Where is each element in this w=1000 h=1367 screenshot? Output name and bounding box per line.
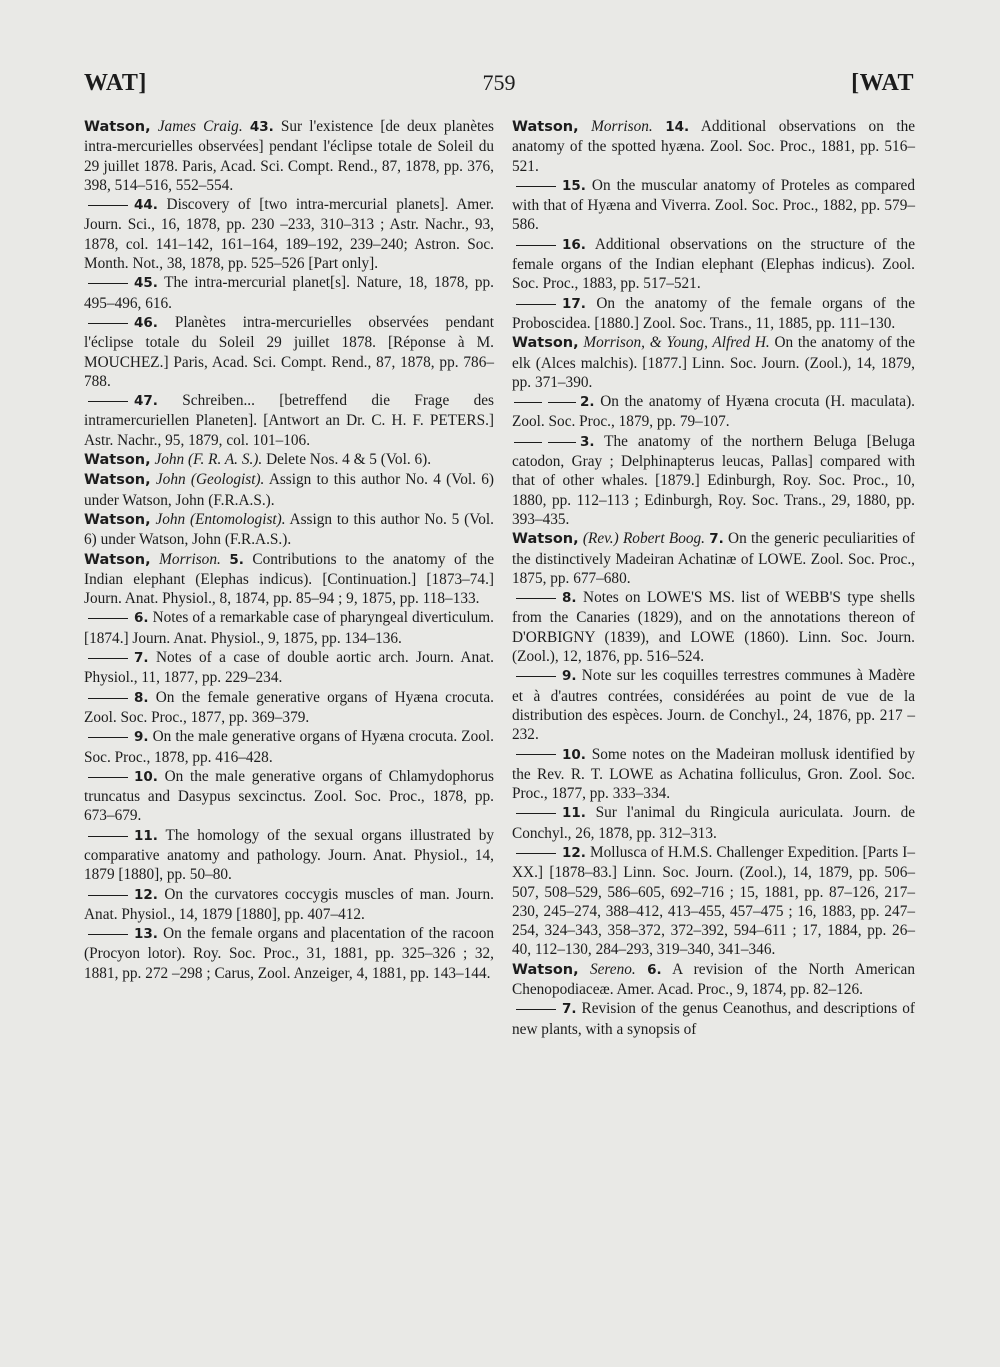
ditto-dash <box>516 1009 556 1010</box>
ditto-dash <box>88 205 128 206</box>
bibliography-entry <box>512 960 915 1000</box>
bibliography-entry <box>84 885 494 925</box>
entry-text: A revision of the North American Chenopodiaceæ. Amer. Acad. Proc., 9, 1874, pp. 82–126. <box>512 960 915 999</box>
ditto-dash <box>548 442 576 443</box>
entry-number: 13. <box>134 926 158 943</box>
entry-number: 10. <box>562 746 586 763</box>
author-given-name: Morrison, & Young, Alfred H. <box>583 334 770 352</box>
bibliography-entry <box>512 117 915 176</box>
ditto-dash <box>516 186 556 187</box>
author-given-name: John (Geologist). <box>155 471 265 489</box>
entry-number: 6. <box>134 610 149 627</box>
entry-text: Schreiben... [betreffend die Frage des intramercuriellen Planeten]. [Antwort an Dr. C. H. F. PETERS.] Astr. Nachr., 95, 1879, col. 101–106. <box>84 392 494 449</box>
ditto-dash <box>88 777 128 778</box>
entry-text: The homology of the sexual organs illustrated by comparative anatomy and pathology. Journ. Anat. Physiol., 14, 1879 [1880], pp. 50–80. <box>84 826 494 884</box>
ditto-dash <box>516 304 556 305</box>
ditto-dash <box>516 676 556 677</box>
entry-text: On the female generative organs of Hyæna crocuta. Zool. Soc. Proc., 1877, pp. 369–379. <box>84 688 494 726</box>
ditto-dash <box>516 853 556 854</box>
page-number: 759 <box>482 70 516 95</box>
entry-number: 6. <box>647 961 662 978</box>
entry-text: Contributions to the anatomy of the Indian elephant (Elephas indicus). [Continuation.] [1873–74.] Journ. Anat. Physiol., 8, 1874, pp. 85–94 ; 9, 1875, pp. 118–133. <box>84 550 494 608</box>
author-surname: Watson, <box>84 452 151 469</box>
entry-text: Revision of the genus Ceanothus, and descriptions of new plants, with a synopsis of <box>512 1000 916 1038</box>
ditto-dash <box>88 618 128 619</box>
bibliography-entry <box>84 273 494 313</box>
ditto-dash <box>88 895 128 896</box>
ditto-dash <box>548 402 576 403</box>
bibliography-entry <box>512 803 915 843</box>
bibliography-entry <box>84 924 494 983</box>
entry-number: 12. <box>134 886 158 903</box>
ditto-dash <box>88 698 128 699</box>
entry-number: 15. <box>562 177 586 194</box>
entry-number: 12. <box>562 844 586 861</box>
entry-text: The intra-mercurial planet[s]. Nature, 18, 1878, pp. 495–496, 616. <box>84 274 494 312</box>
author-given-name: John (Entomologist). <box>155 510 286 528</box>
entry-number: 11. <box>134 827 158 844</box>
bibliography-entry <box>84 826 494 885</box>
ditto-dash <box>88 934 128 935</box>
author-surname: Watson, <box>84 511 151 528</box>
entry-number: 8. <box>562 590 577 607</box>
entry-number: 17. <box>562 295 586 312</box>
author-given-name: (Rev.) Robert Boog. <box>582 530 705 548</box>
entry-text: Sur l'animal du Ringicula auriculata. Journ. de Conchyl., 26, 1878, pp. 312–313. <box>512 804 916 842</box>
author-surname: Watson, <box>512 961 579 978</box>
entry-number: 2. <box>580 394 595 411</box>
author-given-name: Morrison. <box>159 550 221 568</box>
entry-number: 7. <box>562 1001 577 1018</box>
running-head-right: [WAT <box>851 70 914 96</box>
entry-number: 43. <box>249 119 274 135</box>
bibliography-entry <box>84 608 494 648</box>
bibliography-entry <box>512 588 915 666</box>
entry-number: 14. <box>665 119 690 135</box>
bibliography-entry <box>512 235 915 294</box>
bibliography-entry <box>84 510 494 550</box>
ditto-dash <box>514 442 542 443</box>
bibliography-entry <box>512 176 915 235</box>
ditto-dash <box>88 323 128 324</box>
author-surname: Watson, <box>512 335 579 352</box>
bibliography-entry <box>84 195 494 273</box>
bibliography-entry <box>512 843 915 960</box>
entry-text: Planètes intra-mercurielles observées pendant l'éclipse totale du Soleil 29 juillet 1878. [Réponse à M. MOUCHEZ.] Paris, Acad. Sci. Compt. Rend., 87, 1878, pp. 786–788. <box>84 313 494 390</box>
bibliography-entry <box>84 648 494 688</box>
ditto-dash <box>516 598 556 599</box>
entry-text: Additional observations on the structure of the female organs of the Indian elephant (Elephas indicus). Zool. Soc. Proc., 1883, pp. 517–521. <box>512 235 915 293</box>
ditto-dash <box>514 402 542 403</box>
entry-number: 7. <box>709 531 724 548</box>
entry-text: On the female organs and placentation of the racoon (Procyon lotor). Roy. Soc. Proc., 31, 1881, pp. 325–326 ; 32, 1881, pp. 272 –298 ; Carus, Zool. Anzeiger, 4, 1881, pp. 143–144. <box>84 925 494 982</box>
bibliography-entry <box>84 117 494 195</box>
entry-number: 7. <box>134 650 149 667</box>
bibliography-entry <box>84 391 494 450</box>
author-given-name: Sereno. <box>589 960 636 978</box>
entry-text: Assign to this author No. 5 (Vol. 6) under Watson, John (F.R.A.S.). <box>84 510 494 549</box>
entry-number: 5. <box>229 551 244 568</box>
bibliography-entry <box>512 333 915 392</box>
author-surname: Watson, <box>84 119 151 135</box>
ditto-dash <box>88 836 128 837</box>
author-given-name: Morrison. <box>591 118 653 135</box>
entry-text: Delete Nos. 4 & 5 (Vol. 6). <box>266 451 432 469</box>
ditto-dash <box>516 245 556 246</box>
bibliography-entry <box>512 666 915 744</box>
entry-text: On the curvatores coccygis muscles of man. Journ. Anat. Physiol., 14, 1879 [1880], pp. 407–412. <box>84 885 494 923</box>
ditto-dash <box>88 283 128 284</box>
bibliography-entry <box>84 727 494 767</box>
author-given-name: James Craig. <box>157 118 243 135</box>
right-column <box>512 117 915 1039</box>
bibliography-entry <box>84 550 494 609</box>
entry-number: 16. <box>562 236 586 253</box>
entry-number: 44. <box>134 197 158 214</box>
entry-number: 9. <box>134 729 149 746</box>
ditto-dash <box>88 658 128 659</box>
entry-text: Notes on LOWE'S MS. list of WEBB'S type shells from the Canaries (1829), and on the annotations thereon of D'ORBIGNY (1839), and LOWE (1860). Linn. Soc. Journ. (Zool.), 12, 1876, pp. 516–524. <box>512 589 915 666</box>
entry-text: Sur l'existence [de deux planètes intra-mercurielles observées] pendant l'éclipse totale de Soleil du 29 juillet 1878. Paris, Acad. Sci. Compt. Rend., 87, 1878, pp. 376, 398, 514–516, 552–554. <box>84 118 494 194</box>
author-surname: Watson, <box>512 531 579 548</box>
ditto-dash <box>516 813 556 814</box>
entry-number: 3. <box>580 433 595 450</box>
entry-text: Some notes on the Madeiran mollusk identified by the Rev. R. T. LOWE as Achatina folliculus, Gron. Zool. Soc. Proc., 1877, pp. 333–334. <box>512 745 915 803</box>
bibliography-entry <box>512 294 915 334</box>
author-surname: Watson, <box>512 119 579 135</box>
running-head-left: WAT] <box>84 70 147 96</box>
entry-text: Additional observations on the anatomy of the spotted hyæna. Zool. Soc. Proc., 1881, pp. 516–521. <box>512 118 916 175</box>
entry-text: On the anatomy of Hyæna crocuta (H. maculata). Zool. Soc. Proc., 1879, pp. 79–107. <box>512 393 915 431</box>
bibliography-entry <box>84 470 494 510</box>
bibliography-entry <box>512 999 915 1039</box>
entry-text: On the male generative organs of Hyæna crocuta. Zool. Soc. Proc., 1878, pp. 416–428. <box>84 728 494 766</box>
entry-number: 10. <box>134 768 158 785</box>
ditto-dash <box>88 737 128 738</box>
bibliography-entry <box>84 688 494 728</box>
bibliography-entry <box>84 450 494 470</box>
entry-text: On the generic peculiarities of the distinctively Madeiran Achatinæ of LOWE. Zool. Soc. Proc., 1875, pp. 677–680. <box>512 530 915 587</box>
entry-text: Discovery of [two intra-mercurial planets]. Amer. Journ. Sci., 16, 1878, pp. 230 –233, 310–313 ; Astr. Nachr., 93, 1878, col. 141–142, 161–164, 189–192, 239–240; Astron. Soc. Month. Not., 38, 1878, pp. 525–526 [Part only]. <box>84 196 495 273</box>
entry-text: Assign to this author No. 4 (Vol. 6) under Watson, John (F.R.A.S.). <box>84 471 495 509</box>
left-column <box>84 117 494 983</box>
author-surname: Watson, <box>84 472 151 489</box>
author-surname: Watson, <box>84 551 151 568</box>
entry-number: 9. <box>562 668 577 685</box>
entry-number: 47. <box>134 393 158 410</box>
bibliography-entry <box>512 529 915 588</box>
entry-number: 46. <box>134 314 158 331</box>
entry-text: On the muscular anatomy of Proteles as compared with that of Hyæna and Viverra. Zool. Soc. Proc., 1882, pp. 579–586. <box>512 176 915 234</box>
entry-number: 11. <box>562 805 586 822</box>
ditto-dash <box>88 401 128 402</box>
page-header <box>84 70 914 104</box>
entry-text: Mollusca of H.M.S. Challenger Expedition. [Parts I–XX.] [1878–83.] Linn. Soc. Journ. (Zool.), 14, 1879, pp. 506–507, 508–529, 586–605, 692–716 ; 15, 1881, pp. 87–126, 217–230, 245–274, 388–412, 413–455, 457–475 ; 16, 1883, pp. 247–254, 324–343, 358–372, 372–392, 594–611 ; 17, 1884, pp. 26–40, 112–130, 284–293, 319–340, 341–346. <box>512 843 915 959</box>
entry-text: Note sur les coquilles terrestres communes à Madère et à d'autres contrées, considérées au point de vue de la distribution des espèces. Journ. de Conchyl., 24, 1876, pp. 217 –232. <box>512 667 915 744</box>
bibliography-entry <box>84 313 494 391</box>
entry-text: On the anatomy of the elk (Alces malchis). [1877.] Linn. Soc. Journ. (Zool.), 14, 1879, pp. 371–390. <box>512 334 915 391</box>
entry-number: 45. <box>134 275 158 292</box>
entry-text: On the anatomy of the female organs of the Proboscidea. [1880.] Zool. Soc. Trans., 11, 1885, pp. 111–130. <box>512 294 915 332</box>
entry-text: The anatomy of the northern Beluga [Beluga catodon, Gray ; Delphinapterus leucas, Pallas] compared with that of other whales. [1879.] Edinburgh, Roy. Soc. Proc., 10, 1880, pp. 112–113 ; Edinburgh, Roy. Soc. Trans., 29, 1880, pp. 393–435. <box>512 432 915 528</box>
entry-text: Notes of a remarkable case of pharyngeal diverticulum. [1874.] Journ. Anat. Physiol., 9, 1875, pp. 134–136. <box>84 609 494 647</box>
entry-text: On the male generative organs of Chlamydophorus truncatus and Dasypus sexcinctus. Zool. Soc. Proc., 1878, pp. 673–679. <box>84 767 494 825</box>
bibliography-entry <box>512 432 915 529</box>
entry-number: 8. <box>134 689 149 706</box>
bibliography-entry <box>84 767 494 826</box>
bibliography-entry <box>512 392 915 432</box>
author-given-name: John (F. R. A. S.). <box>154 451 263 469</box>
bibliography-entry <box>512 745 915 804</box>
entry-text: Notes of a case of double aortic arch. Journ. Anat. Physiol., 11, 1877, pp. 229–234. <box>84 649 494 687</box>
ditto-dash <box>516 754 556 755</box>
